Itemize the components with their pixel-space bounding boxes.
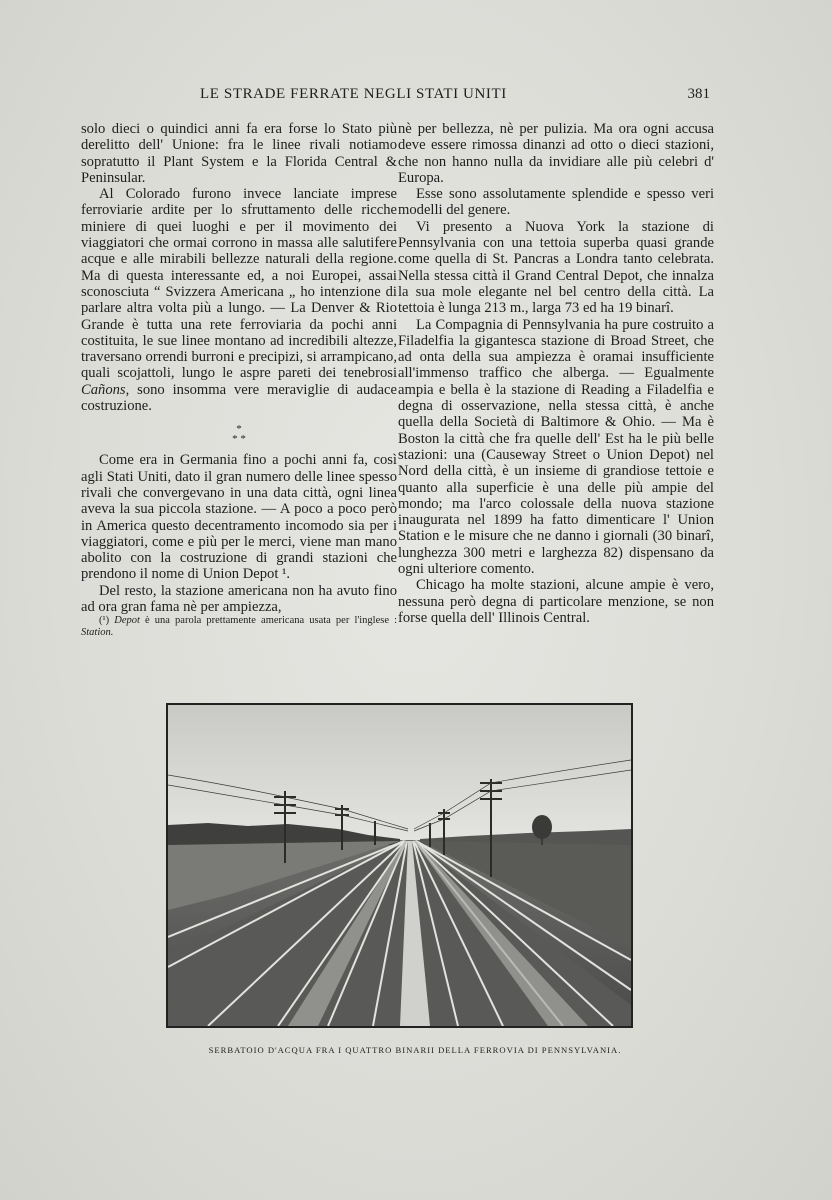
footnote-term-2: Station. bbox=[81, 627, 114, 639]
railway-photograph bbox=[166, 703, 633, 1028]
page-number: 381 bbox=[687, 86, 710, 102]
left-column bbox=[81, 121, 397, 639]
right-paragraph-3: Vi presento a Nuova York la stazione di Pennsylvania con una tettoia superba quasi grande come quella di St. Pancras a Londra tanto celebrata. Nella stessa città il Grand Central Depot, che innalza la sua mole elegante nel bel centro della città. La tettoia è lunga 213 m., larga 73 ed ha 19 binarî. bbox=[398, 218, 714, 317]
left-paragraph-2 bbox=[81, 186, 397, 414]
left-paragraph-2-text-a: Al Colorado furono invece lanciate imprese ferroviarie ardite per lo sfruttamento delle ricche miniere di quei luoghi e per il movimento dei viaggiatori che ormai corrono in massa alle salutifere acque e alle mirabili bellezze naturali della regione. Ma di questa interessante ed, a noi Europei, assai sconosciuta “ Svizzera Americana „ ho intenzione di parlare altra volta più a lungo. — La Denver & Rio Grande è tutta una rete ferroviaria da pochi anni costituita, le sue linee montano ad incredibili altezze, traversano orrendi burroni e precipizi, si arrampicano, quali scojattoli, lungo le aspre pareti dei tenebrosi bbox=[81, 186, 397, 382]
footnote-text: è una parola prettamente americana usata per l'inglese : bbox=[139, 615, 398, 627]
right-paragraph-4: La Compagnia di Pennsylvania ha pure costruito a Filadelfia la gigantesca stazione di Broad Street, che ad onta della sua ampiezza è oramai insufficiente all'immenso traffico che alberga. — Egualmente ampia e bella è la stazione di Reading a Filadelfia e degna di osservazione, nella stessa città, è anche quella della Società di Baltimore & Ohio. — Ma è Boston la città che fra quelle dell' Est ha le più belle stazioni: una (Causeway Street o Union Depot) nel Nord della città, è un insieme di grandiose tettoie e quanto alla superficie è una delle più ampie del mondo; ma l'arco colossale della nuova stazione inaugurata nel 1899 ha fatto dimenticare l' Union Station e le misure che ne danno i giornali (30 binarî, lunghezza 300 metri e larghezza 82) dispensano da ogni ulteriore comento. bbox=[398, 316, 714, 578]
left-paragraph-1: solo dieci o quindici anni fa era forse lo Stato più derelitto dell' Unione: fra le linee rivali notiamo sopratutto il Plant System e la Florida Central & Peninsular. bbox=[81, 121, 397, 186]
right-column bbox=[398, 121, 714, 626]
left-paragraph-2-text-b: , sono insomma vere meraviglie di audace costruzione. bbox=[81, 381, 397, 415]
left-paragraph-4: Del resto, la stazione americana non ha avuto fino ad ora gran fama nè per ampiezza, bbox=[81, 582, 397, 616]
right-paragraph-5: Chicago ha molte stazioni, alcune ampie è vero, nessuna però degna di particolare menzione, se non forse quella dell' Illinois Central. bbox=[398, 577, 714, 626]
figure-caption: SERBATOIO D'ACQUA FRA I QUATTRO BINARII DELLA FERROVIA DI PENNSYLVANIA. bbox=[208, 1045, 622, 1055]
right-paragraph-1: nè per bellezza, nè per pulizia. Ma ora ogni accusa deve essere rimossa dinanzi ad otto o dieci stazioni, che non hanno nulla da invidiare alle più celebri d' Europa. bbox=[398, 121, 714, 186]
asterism-top: * bbox=[236, 423, 242, 436]
asterism-divider bbox=[81, 424, 397, 444]
footnote bbox=[81, 615, 397, 639]
left-paragraph-2-italic: Cañons bbox=[81, 381, 126, 398]
footnote-mark: (¹) bbox=[99, 615, 110, 627]
railway-tracks-image bbox=[168, 705, 631, 1026]
running-head: LE STRADE FERRATE NEGLI STATI UNITI bbox=[200, 86, 507, 102]
right-paragraph-2: Esse sono assolutamente splendide e spesso veri modelli del genere. bbox=[398, 186, 714, 219]
left-paragraph-3: Come era in Germania fino a pochi anni fa, così agli Stati Uniti, dato il gran numero delle linee spesso rivali che convergevano in una data città, ogni linea aveva la sua piccola stazione. — A poco a poco però in America questo decentramento incomodo sia per i viaggiatori, come e più per le merci, viene man mano abolito con la costruzione di grandi stazioni che prendono il nome di Union Depot ¹. bbox=[81, 452, 397, 583]
page-header bbox=[200, 86, 710, 108]
sky bbox=[168, 705, 631, 845]
asterism-bottom: * * bbox=[232, 433, 246, 446]
footnote-term: Depot bbox=[114, 615, 140, 627]
